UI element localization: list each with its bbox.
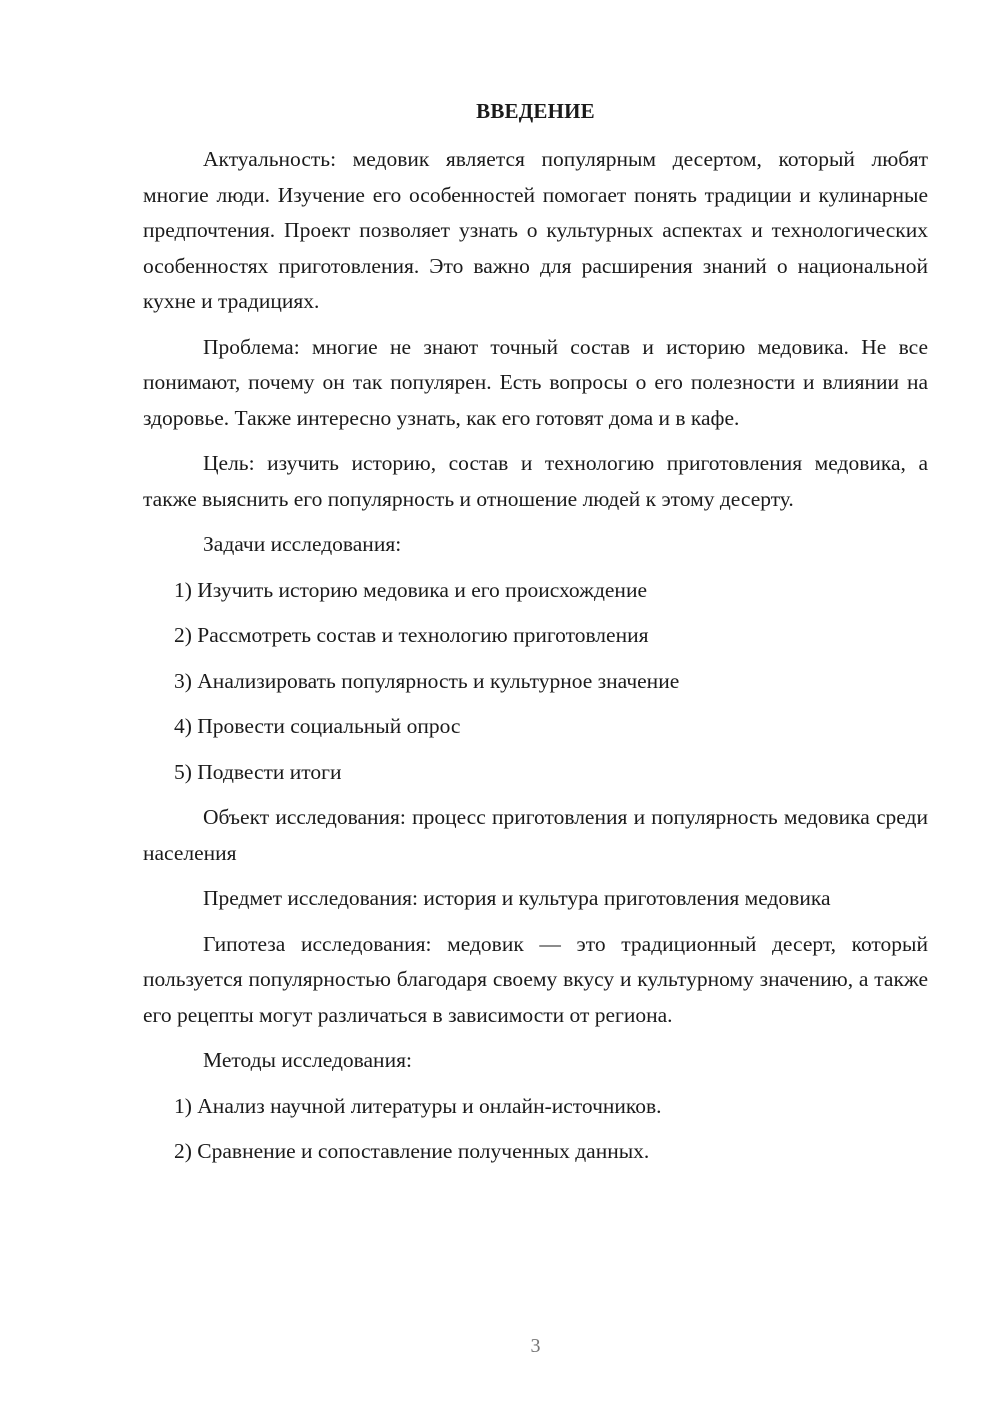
task-item: 3) Анализировать популярность и культурное значение	[174, 668, 680, 693]
document-page	[143, 0, 928, 1414]
section-body	[143, 142, 928, 1180]
relevance-paragraph: Актуальность: медовик является популярным десертом, который любят многие люди. Изучение его особенностей помогает понять традиции и кулинарные предпочтения. Проект позволяет узнать о культурных аспектах и технологических особенностях приготовления. Это важно для расширения знаний о национальной кухне и традициях.	[143, 147, 928, 313]
section-title: ВВЕДЕНИЕ	[476, 99, 595, 123]
task-item: 4) Провести социальный опрос	[174, 714, 461, 738]
subject-paragraph: Предмет исследования: история и культура приготовления медовика	[203, 886, 831, 910]
method-item: 1) Анализ научной литературы и онлайн-источников.	[174, 1093, 662, 1118]
task-item: 5) Подвести итоги	[174, 759, 342, 784]
task-item: 1) Изучить историю медовика и его происхождение	[174, 577, 647, 602]
object-paragraph: Объект исследования: процесс приготовления и популярность медовика среди населения	[143, 805, 928, 865]
methods-heading: Методы исследования:	[203, 1048, 412, 1072]
goal-paragraph: Цель: изучить историю, состав и технологию приготовления медовика, а также выяснить его популярность и отношение людей к этому десерту.	[143, 451, 928, 511]
task-item: 2) Рассмотреть состав и технологию приготовления	[174, 623, 649, 647]
tasks-heading: Задачи исследования:	[203, 532, 402, 556]
method-item: 2) Сравнение и сопоставление полученных данных.	[174, 1139, 650, 1163]
hypothesis-paragraph: Гипотеза исследования: медовик — это традиционный десерт, который пользуется популярностью благодаря своему вкусу и культурному значению, а также его рецепты могут различаться в зависимости от региона.	[143, 931, 928, 1027]
problem-paragraph: Проблема: многие не знают точный состав и историю медовика. Не все понимают, почему он так популярен. Есть вопросы о его полезности и влиянии на здоровье. Также интересно узнать, как его готовят дома и в кафе.	[143, 334, 928, 430]
page-number: 3	[530, 1335, 541, 1357]
